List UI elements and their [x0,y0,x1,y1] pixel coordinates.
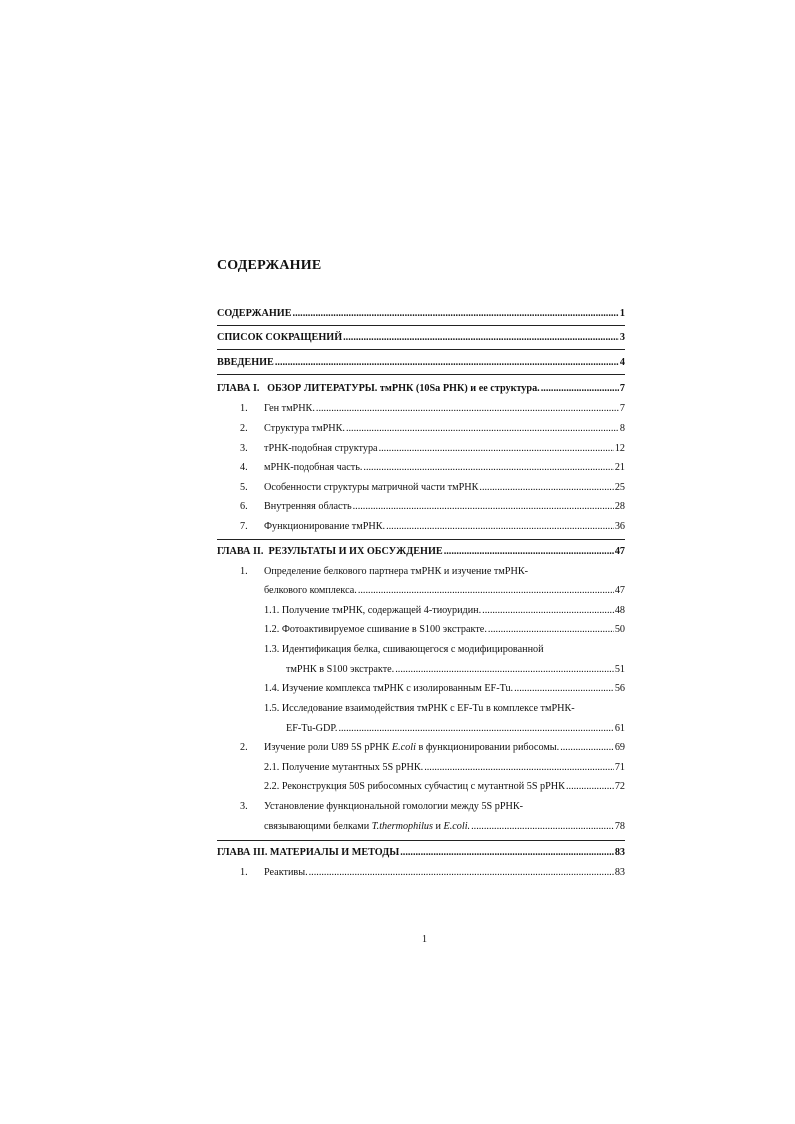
toc-entry-continuation [264,584,625,598]
toc-entry-title: Установление функциональной гомологии между 5S рРНК- [264,801,524,812]
toc-entry [217,307,625,321]
leader-dots [346,422,619,436]
toc-entry-page: 56 [614,683,625,694]
toc-entry-title [264,820,470,834]
toc-entry-number: 2. [240,423,248,434]
toc-entry-title: Определение белкового партнера тмРНК и изучение тмРНК- [264,566,529,577]
toc-entry-title: мРНК-подобная часть. [264,462,363,473]
species-name: E.coli [391,742,416,753]
toc-entry-page: 8 [619,423,625,434]
leader-dots [444,545,614,559]
toc-entry-page: 78 [614,821,625,832]
toc-entry [240,402,625,416]
toc-entry-page: 50 [614,624,625,635]
toc-entry-page: 51 [614,664,625,675]
toc-entry-title: 1.4. Изучение комплекса тмРНК с изолированным EF-Tu. [264,683,514,694]
divider [217,539,625,540]
toc-entry-title: 1.2. Фотоактивируемое сшивание в S100 экстракте. [264,624,487,635]
toc-entry-title: EF-Tu-GDP. [286,723,338,734]
toc-entry-title: Реактивы. [264,867,308,878]
toc-entry-title: ГЛАВА III. МАТЕРИАЛЫ И МЕТОДЫ [217,847,400,858]
toc-entry-number: 1. [240,867,248,878]
leader-dots [379,442,614,456]
toc-entry-title: тРНК-подобная структура [264,443,378,454]
toc-entry-number: 2. [240,742,248,753]
toc-subentry [264,761,625,775]
page-number: 1 [422,934,427,945]
toc-entry-number: 7. [240,521,248,532]
leader-dots [309,866,614,880]
toc-entry-title: Особенности структуры матричной части тмРНК [264,482,479,493]
divider [217,349,625,350]
toc-chapter [217,545,625,559]
toc-entry-page: 48 [614,605,625,616]
leader-dots [386,520,614,534]
toc-subentry [264,702,625,716]
leader-dots [363,461,613,475]
toc-entry-page: 4 [619,357,625,368]
toc-entry-title: СПИСОК СОКРАЩЕНИЙ [217,332,343,343]
toc-entry [240,800,625,814]
toc-entry-page: 36 [614,521,625,532]
toc-entry-page: 25 [614,482,625,493]
toc-entry-page: 21 [614,462,625,473]
toc-entry-title: ГЛАВА I. ОБЗОР ЛИТЕРАТУРЫ. тмРНК (10Sa РНК) и ее структура. [217,383,540,394]
toc-entry-page: 7 [619,403,625,414]
toc-entry-page: 7 [619,383,625,394]
toc-entry-title: Структура тмРНК. [264,423,345,434]
toc-entry-page: 1 [619,308,625,319]
leader-dots [293,307,619,321]
toc-entry [240,500,625,514]
toc-entry-number: 4. [240,462,248,473]
toc-entry-title: ГЛАВА II. РЕЗУЛЬТАТЫ И ИХ ОБСУЖДЕНИЕ [217,546,443,557]
toc-entry-number: 3. [240,801,248,812]
toc-entry-title: Внутренняя область [264,501,352,512]
toc-entry-page: 47 [614,546,625,557]
toc-entry-title: СОДЕРЖАНИЕ [217,308,292,319]
toc-entry-page: 71 [614,762,625,773]
toc-entry-continuation [264,820,625,834]
leader-dots [316,402,619,416]
toc-entry-page: 12 [614,443,625,454]
toc-entry [217,331,625,345]
leader-dots [514,682,614,696]
leader-dots [479,481,613,495]
leader-dots [353,500,614,514]
toc-entry-page: 83 [614,847,625,858]
toc-entry-number: 1. [240,403,248,414]
toc-entry [240,520,625,534]
toc-entry-page: 28 [614,501,625,512]
toc-entry-title: 1.1. Получение тмРНК, содержащей 4-тиоуридин. [264,605,482,616]
toc-chapter [217,382,625,396]
toc-entry-continuation [286,663,625,677]
leader-dots [566,780,614,794]
leader-dots [343,331,619,345]
toc-title-part: Изучение роли U89 5S рРНК [264,742,390,753]
toc-entry-title: 2.2. Реконструкция 50S рибосомных субчастиц с мутантной 5S рРНК [264,781,565,792]
toc-subentry [264,604,625,618]
toc-subentry [264,623,625,637]
toc-title-part: в функционировании рибосомы. [418,742,560,753]
toc-entry-title: 2.1. Получение мутантных 5S рРНК. [264,762,424,773]
species-name: T.thermophilus [371,821,433,832]
toc-entry [240,422,625,436]
leader-dots [541,382,619,396]
toc-entry-title: Функционирование тмРНК. [264,521,386,532]
leader-dots [358,584,614,598]
toc-entry-number: 5. [240,482,248,493]
toc-entry-page: 83 [614,867,625,878]
toc-subentry [264,780,625,794]
toc-entry [217,356,625,370]
toc-entry-title: 1.5. Исследование взаимодействия тмРНК с EF-Tu в комплексе тмРНК- [264,703,575,714]
toc-entry [240,461,625,475]
toc-entry-number: 6. [240,501,248,512]
toc-entry [240,741,625,755]
divider [217,325,625,326]
divider [217,374,625,375]
leader-dots [488,623,614,637]
toc-entry-title: Ген тмРНК. [264,403,315,414]
toc-subentry [264,682,625,696]
toc-entry-number: 1. [240,566,248,577]
toc-entry-page: 47 [614,585,625,596]
toc-entry-title [264,741,559,755]
toc-subentry [264,643,625,657]
toc-entry [240,442,625,456]
leader-dots [471,820,614,834]
toc-entry-page: 69 [614,742,625,753]
toc-entry-title: ВВЕДЕНИЕ [217,357,274,368]
page-title: СОДЕРЖАНИЕ [217,258,322,273]
toc-entry [240,481,625,495]
leader-dots [338,722,613,736]
leader-dots [482,604,614,618]
toc-entry-title: тмРНК в S100 экстракте. [286,664,395,675]
species-name: E.coli. [443,821,471,832]
divider [217,840,625,841]
toc-chapter [217,846,625,860]
toc-entry-title: белкового комплекса. [264,585,357,596]
leader-dots [400,846,614,860]
toc-title-part: и [435,821,441,832]
leader-dots [424,761,614,775]
toc-entry [240,565,625,579]
toc-entry-page: 61 [614,723,625,734]
toc-entry-title: 1.3. Идентификация белка, сшивающегося с модифицированной [264,644,544,655]
toc-entry-page: 72 [614,781,625,792]
toc-entry-number: 3. [240,443,248,454]
toc-entry-continuation [286,722,625,736]
toc-title-part: связывающими белками [264,821,370,832]
leader-dots [395,663,614,677]
leader-dots [560,741,614,755]
toc-entry-page: 3 [619,332,625,343]
leader-dots [275,356,619,370]
toc-entry [240,866,625,880]
